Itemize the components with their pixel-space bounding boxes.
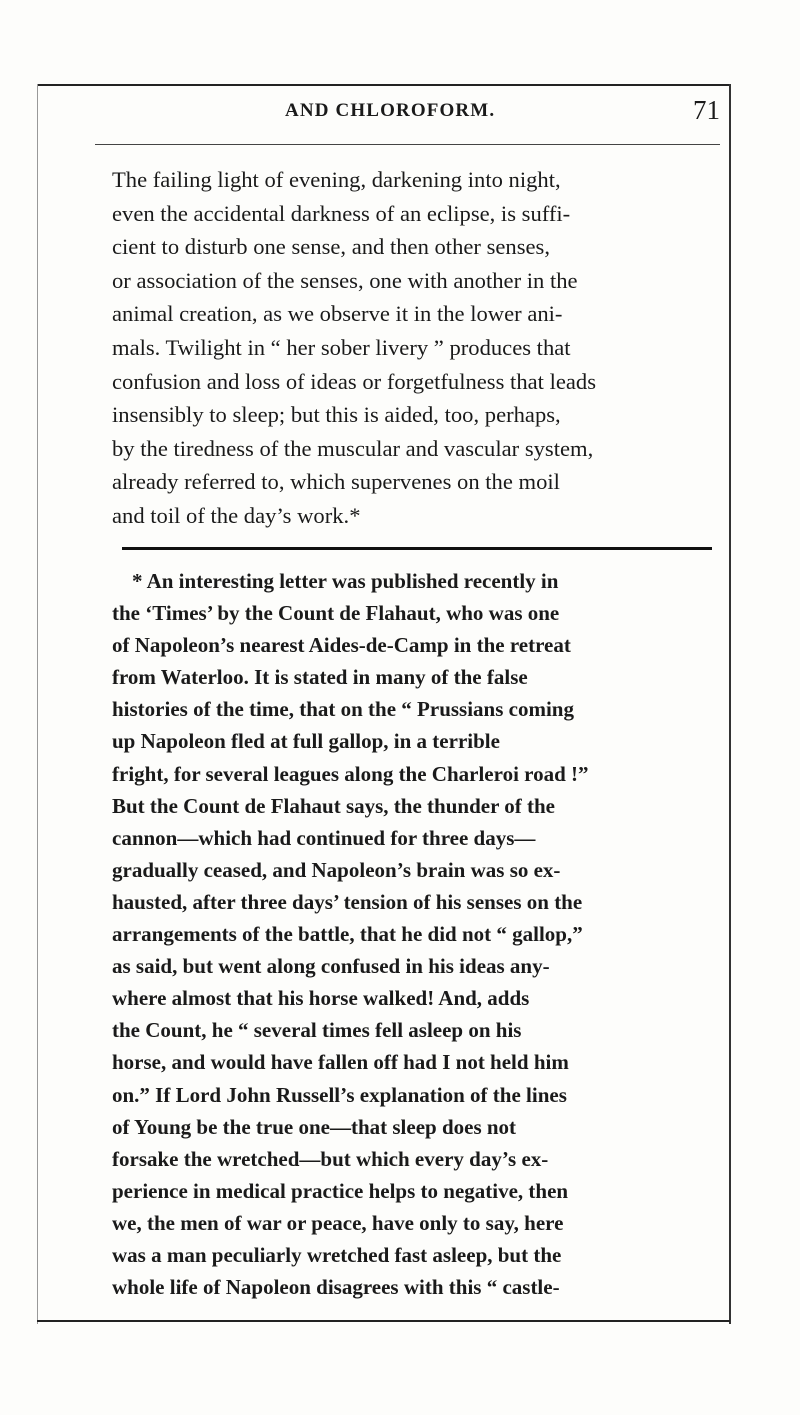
footnote-line: up Napoleon fled at full gallop, in a terrible [112,729,500,754]
text-line: already referred to, which supervenes on the moil [112,469,560,495]
footnote-line: was a man peculiarly wretched fast asleep, but the [112,1242,562,1267]
footnote-line: of Napoleon’s nearest Aides-de-Camp in the retreat [112,633,571,658]
text-line: even the accidental darkness of an eclipse, is suffi- [112,200,571,226]
text-line: cient to disturb one sense, and then other senses, [112,234,550,260]
main-paragraph [112,163,712,533]
header-rule [95,144,720,145]
page-left-edge [37,84,38,1324]
page-header [90,95,720,130]
footnote-line: horse, and would have fallen off had I not held him [112,1050,569,1075]
footnote [112,565,712,1303]
footnote-line: perience in medical practice helps to negative, then [112,1178,569,1203]
page-bottom-edge [37,1320,730,1322]
page-number: 71 [693,95,720,125]
page-top-edge [37,84,730,86]
footnote-line: But the Count de Flahaut says, the thunder of the [112,793,555,818]
footnote-line: the ‘Times’ by the Count de Flahaut, who was one [112,601,560,626]
footnote-line: * An interesting letter was published recently in [132,569,559,593]
footnote-line: fright, for several leagues along the Charleroi road !” [112,761,589,786]
footnote-line: the Count, he “ several times fell asleep on his [112,1018,522,1043]
footnote-rule [122,547,712,550]
footnote-line: forsake the wretched—but which every day’s ex- [112,1146,549,1171]
text-line: animal creation, as we observe it in the lower ani- [112,301,563,327]
footnote-line: as said, but went along confused in his ideas any- [112,954,550,979]
footnote-line: gradually ceased, and Napoleon’s brain was so ex- [112,857,561,882]
footnote-line: histories of the time, that on the “ Prussians coming [112,697,574,722]
text-line: confusion and loss of ideas or forgetfulness that leads [112,368,596,394]
footnote-line: arrangements of the battle, that he did not “ gallop,” [112,922,583,947]
footnote-line: we, the men of war or peace, have only to say, here [112,1210,564,1235]
footnote-line: where almost that his horse walked! And, adds [112,986,530,1011]
text-line: by the tiredness of the muscular and vascular system, [112,435,594,461]
footnote-line: on.” If Lord John Russell’s explanation of the lines [112,1082,567,1107]
text-line: The failing light of evening, darkening into night, [112,167,561,192]
footnote-line: cannon—which had continued for three days— [112,825,536,850]
footnote-line: from Waterloo. It is stated in many of the false [112,665,528,690]
text-line: or association of the senses, one with another in the [112,267,578,293]
text-line: insensibly to sleep; but this is aided, too, perhaps, [112,402,561,428]
text-line: and toil of the day’s work.* [112,502,361,528]
footnote-line: of Young be the true one—that sleep does not [112,1114,517,1139]
running-head: AND CHLOROFORM. [285,100,496,121]
text-line: mals. Twilight in “ her sober livery ” produces that [112,334,571,360]
page-right-edge [729,84,731,1324]
footnote-line: hausted, after three days’ tension of his senses on the [112,889,583,914]
footnote-line: whole life of Napoleon disagrees with this “ castle- [112,1275,560,1300]
